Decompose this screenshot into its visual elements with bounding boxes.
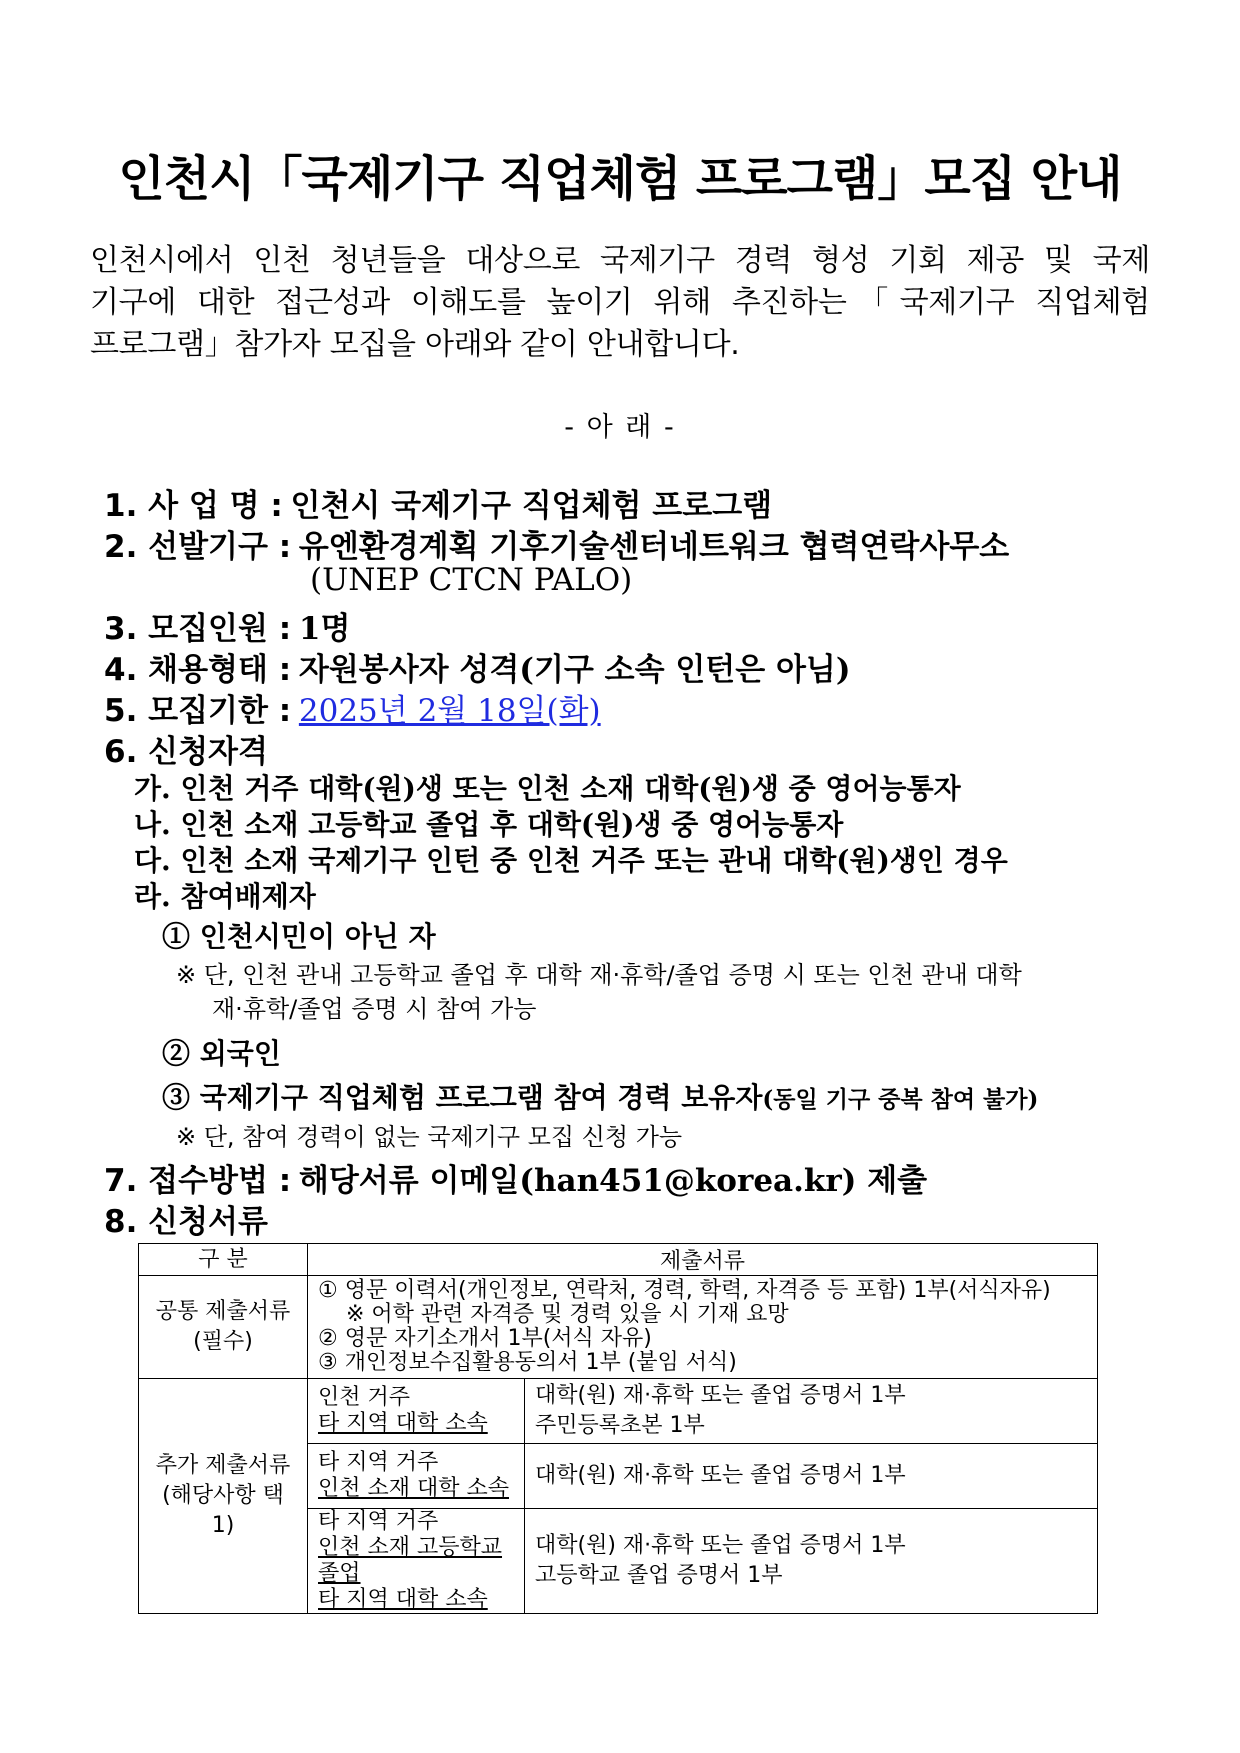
page-title: 인천시「국제기구 직업체험 프로그램」모집 안내 <box>118 151 1122 207</box>
item-label: 6. 신청자격 <box>104 734 268 770</box>
qualification-ga: 가. 인천 거주 대학(원)생 또는 인천 소재 대학(원)생 중 영어능통자 <box>134 772 961 805</box>
common-docs-category <box>139 1276 308 1379</box>
documents-table <box>138 1243 1098 1614</box>
item-label: 5. 모집기한 : <box>104 693 292 729</box>
condition-line: 타 지역 거주 <box>318 1509 439 1534</box>
item-value: 자원봉사자 성격(기구 소속 인턴은 아님) <box>298 652 851 688</box>
section-divider-label: - 아 래 - <box>564 412 676 443</box>
condition-line: 타 지역 대학 소속 <box>318 1411 488 1436</box>
item-deadline <box>104 685 601 730</box>
exclusion-3 <box>162 1076 1038 1116</box>
doc-line: 주민등록초본 1부 <box>535 1413 705 1438</box>
item-qualifications <box>104 726 268 771</box>
item-label: 7. 접수방법 : <box>104 1163 292 1199</box>
category-sublabel: (필수) <box>193 1329 253 1354</box>
exclusion-3-detail: (동일 기구 중복 참여 불가) <box>762 1086 1039 1113</box>
common-docs-list <box>308 1276 1098 1379</box>
doc-line: 대학(원) 재·휴학 또는 졸업 증명서 1부 <box>535 1383 906 1408</box>
exclusion-3-note: ※ 단, 참여 경력이 없는 국제기구 모집 신청 가능 <box>176 1123 683 1151</box>
qualification-da: 다. 인천 소재 국제기구 인턴 중 인천 거주 또는 관내 대학(원)생인 경우 <box>134 844 1008 877</box>
item-employment-type <box>104 644 851 689</box>
item-value: 유엔환경계획 기후기술센터네트워크 협력연락사무소 <box>298 529 1010 565</box>
item-label: 4. 채용형태 : <box>104 652 292 688</box>
condition-line: 인천 소재 대학 소속 <box>318 1476 509 1501</box>
category-label: 추가 제출서류 <box>155 1453 291 1478</box>
item-value: (UNEP CTCN PALO) <box>310 562 633 598</box>
note-line: ※ 단, 인천 관내 고등학교 졸업 후 대학 재·휴학/졸업 증명 시 또는 인천 관내 대학 <box>176 961 1022 989</box>
required-docs-cell <box>525 1379 1098 1444</box>
condition-cell <box>308 1509 525 1614</box>
item-submission-method <box>104 1155 927 1200</box>
qualification-ra: 라. 참여배제자 <box>134 880 316 913</box>
exclusion-2: ② 외국인 <box>162 1037 281 1070</box>
table-header-docs: 제출서류 <box>308 1244 1098 1276</box>
required-docs-cell <box>525 1509 1098 1614</box>
qualification-na: 나. 인천 소재 고등학교 졸업 후 대학(원)생 중 영어능통자 <box>134 808 844 841</box>
condition-line: 인천 거주 <box>318 1385 411 1410</box>
intro-line: 기구에 대한 접근성과 이해도를 높이기 위해 추진하는「국제기구 직업체험 <box>90 285 1150 320</box>
item-value: 인천시 국제기구 직업체험 프로그램 <box>290 488 773 524</box>
condition-cell <box>308 1379 525 1444</box>
list-item: ① 영문 이력서(개인정보, 연락처, 경력, 학력, 자격증 등 포함) 1부(서식자유) <box>318 1278 1051 1303</box>
item-headcount <box>104 603 350 648</box>
item-label: 8. 신청서류 <box>104 1204 268 1240</box>
exclusion-3-text: ③ 국제기구 직업체험 프로그램 참여 경력 보유자 <box>162 1081 763 1114</box>
exclusion-1-note <box>176 958 1022 1026</box>
item-label: 1. 사 업 명 : <box>104 488 283 524</box>
item-program-name <box>104 480 772 525</box>
intro-paragraph <box>90 240 1150 366</box>
item-organization-abbr <box>310 562 632 598</box>
deadline-link[interactable]: 2025년 2월 18일(화) <box>298 693 601 729</box>
item-documents <box>104 1196 268 1241</box>
item-label: 2. 선발기구 : <box>104 529 292 565</box>
item-organization <box>104 521 1009 566</box>
item-value: 해당서류 이메일(han451@korea.kr) 제출 <box>298 1163 928 1199</box>
list-item: ② 영문 자기소개서 1부(서식 자유) <box>318 1326 652 1351</box>
category-label: 공통 제출서류 <box>155 1299 291 1324</box>
item-label: 3. 모집인원 : <box>104 611 292 647</box>
table-header-row <box>139 1244 1098 1276</box>
table-header-category: 구 분 <box>139 1244 308 1276</box>
table-row <box>139 1276 1098 1379</box>
intro-line: 인천시에서 인천 청년들을 대상으로 국제기구 경력 형성 기회 제공 및 국제 <box>90 243 1150 278</box>
condition-cell <box>308 1444 525 1509</box>
condition-line: 타 지역 거주 <box>318 1450 439 1475</box>
extra-docs-category <box>139 1379 308 1614</box>
doc-line: 대학(원) 재·휴학 또는 졸업 증명서 1부 <box>535 1463 906 1488</box>
category-sublabel: (해당사항 택 1) <box>162 1483 284 1538</box>
note-line: 재·휴학/졸업 증명 시 참여 가능 <box>212 995 537 1023</box>
required-docs-cell <box>525 1444 1098 1509</box>
doc-line: 대학(원) 재·휴학 또는 졸업 증명서 1부 <box>535 1533 906 1558</box>
doc-line: 고등학교 졸업 증명서 1부 <box>535 1563 783 1588</box>
list-item: ※ 어학 관련 자격증 및 경력 있을 시 기재 요망 <box>346 1302 789 1327</box>
table-row <box>139 1379 1098 1444</box>
item-value: 1명 <box>298 611 351 647</box>
exclusion-1: ① 인천시민이 아닌 자 <box>162 920 436 953</box>
intro-line: 프로그램」참가자 모집을 아래와 같이 안내합니다. <box>90 327 740 362</box>
condition-line: 인천 소재 고등학교 졸업 <box>318 1535 503 1586</box>
list-item: ③ 개인정보수집활용동의서 1부 (붙임 서식) <box>318 1350 737 1375</box>
condition-line: 타 지역 대학 소속 <box>318 1587 488 1612</box>
